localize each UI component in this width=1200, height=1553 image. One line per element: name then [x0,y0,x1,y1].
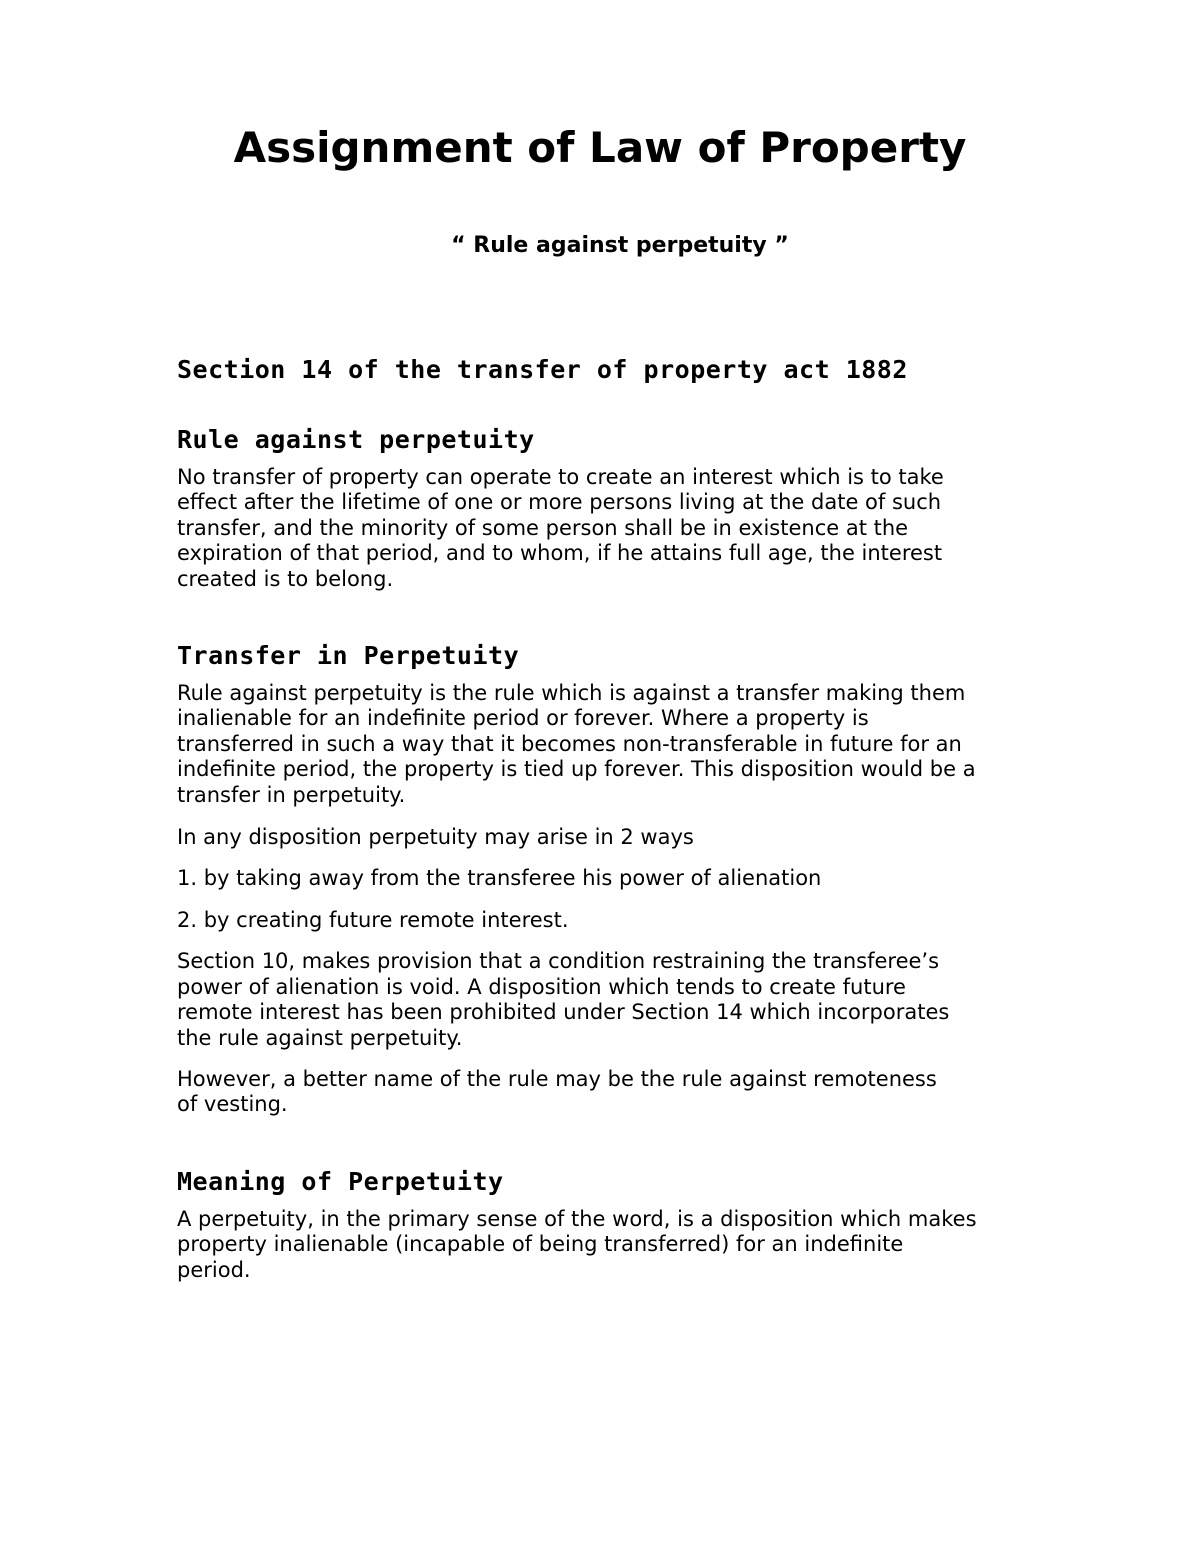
list-item-1: 1. by taking away from the transferee his power of alienation [177,866,822,891]
transfer-line: of vesting. [177,1092,288,1117]
document-title: Assignment of Law of Property [233,123,967,172]
rule-line: No transfer of property can operate to create an interest which is to take [177,465,944,489]
transfer-paragraph-3 [177,949,1057,1051]
meaning-line: period. [177,1257,251,1282]
transfer-paragraph-2: In any disposition perpetuity may arise in 2 ways [177,825,694,850]
transfer-line: indefinite period, the property is tied up forever. This disposition would be a [177,757,976,782]
transfer-line: inalienable for an indefinite period or forever. Where a property is [177,706,869,731]
rule-heading: Rule against perpetuity [177,425,535,454]
transfer-heading: Transfer in Perpetuity [177,641,520,671]
transfer-line: remote interest has been prohibited under Section 14 which incorporates [177,1000,950,1025]
rule-paragraph [177,465,1057,592]
rule-line: effect after the lifetime of one or more persons living at the date of such [177,490,942,515]
transfer-line: Section 10, makes provision that a condition restraining the transferee’s [177,949,940,974]
transfer-line: transfer in perpetuity. [177,782,406,807]
transfer-line: the rule against perpetuity. [177,1025,463,1050]
rule-line: expiration of that period, and to whom, if he attains full age, the interest [177,541,943,566]
section-heading: Section 14 of the transfer of property act 1882 [177,355,908,384]
list-item-2: 2. by creating future remote interest. [177,907,569,932]
meaning-line: property inalienable (incapable of being transferred) for an indefinite [177,1232,904,1257]
transfer-paragraph-1 [177,681,1057,808]
transfer-line: Rule against perpetuity is the rule which is against a transfer making them [177,681,966,706]
meaning-paragraph [177,1207,1057,1283]
transfer-paragraph-4 [177,1067,1057,1118]
meaning-line: A perpetuity, in the primary sense of the word, is a disposition which makes [177,1206,977,1231]
transfer-line: transferred in such a way that it becomes non-transferable in future for an [177,731,962,756]
meaning-heading: Meaning of Perpetuity [177,1166,504,1196]
document-subtitle: “ Rule against perpetuity ” [451,233,789,258]
rule-line: transfer, and the minority of some person shall be in existence at the [177,515,909,540]
rule-line: created is to belong. [177,566,394,591]
document-body [177,354,1057,1283]
transfer-line: power of alienation is void. A disposition which tends to create future [177,974,906,999]
transfer-line: However, a better name of the rule may be the rule against remoteness [177,1066,937,1091]
